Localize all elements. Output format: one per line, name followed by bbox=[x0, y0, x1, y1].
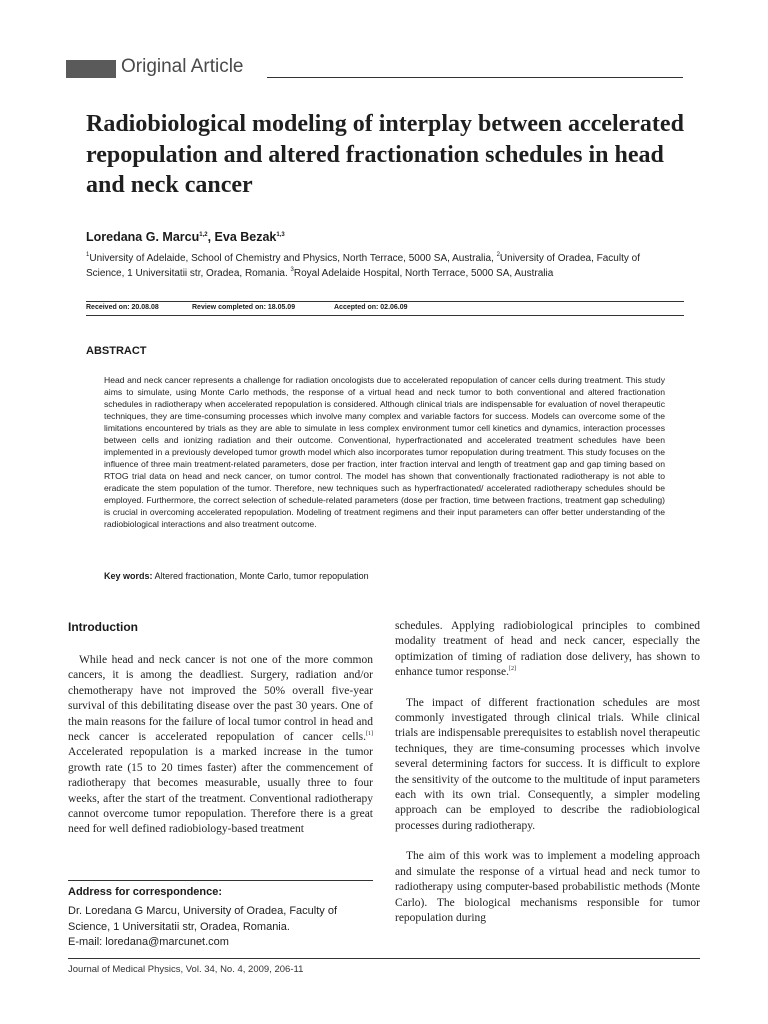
correspondence-line: Science, 1 Universitatii str, Oradea, Romania. bbox=[68, 920, 290, 933]
journal-citation: Journal of Medical Physics, Vol. 34, No. 4, 2009, 206-11 bbox=[68, 964, 304, 975]
correspondence-line: Dr. Loredana G Marcu, University of Oradea, Faculty of bbox=[68, 905, 338, 917]
affiliation-text: Royal Adelaide Hospital, North Terrace, 5000 SA, Australia bbox=[293, 267, 554, 279]
body-paragraph: The impact of different fractionation schedules are most commonly investigated through clinical trials. While clinical trials are indispensable prerequisites to establish novel therapeutic techniques, they are time-consuming processes which involve several determining factors for success. It is difficult to explore the sensitivity of the outcome to the multitude of input parameters each with its own trial. Consequently, a simpler modeling approach can be employed to describe the radiobiological processes during radiotherapy. bbox=[395, 696, 700, 832]
affiliation-sup: 1 bbox=[86, 252, 90, 258]
author-name: Eva Bezak bbox=[214, 230, 277, 244]
section-bar bbox=[66, 60, 116, 78]
left-column bbox=[68, 653, 373, 838]
correspondence-email[interactable]: E-mail: loredana@marcunet.com bbox=[68, 936, 229, 948]
affiliation-text: University of Adelaide, School of Chemistry and Physics, North Terrace, 5000 SA, Australia, bbox=[89, 253, 497, 264]
paragraph-text: While head and neck cancer is not one of the more common cancers, it is among the deadliest. Surgery, radiation and/or chemotherapy have not improved the 50% overall five-year survival of this debilitating disease over the past 30 years. One of the main reasons for the failure of local tumor control in head and neck cancer is accelerated repopulation of cancer cells. bbox=[68, 654, 373, 744]
keywords-list: Altered fractionation, Monte Carlo, tumor repopulation bbox=[152, 571, 369, 581]
dates-rule-top bbox=[86, 301, 684, 302]
body-paragraph bbox=[395, 619, 700, 681]
author-list: Loredana G. Marcu$^{1,2}$, Eva Bezak$^{1,3}$ bbox=[86, 230, 285, 244]
author-affiliation-sup: 1,2 bbox=[199, 232, 208, 238]
accepted-date: Accepted on: 02.06.09 bbox=[334, 304, 408, 311]
section-label: Original Article bbox=[121, 56, 244, 77]
received-date: Received on: 20.08.08 bbox=[86, 304, 159, 311]
citation-ref[interactable]: [2] bbox=[509, 666, 517, 673]
body-paragraph: The aim of this work was to implement a modeling approach and simulate the response of a virtual head and neck tumor to radiotherapy using computer-based probabilistic methods (Monte Carlo). The biological mechanisms responsible for tumor repopulation during bbox=[395, 850, 700, 924]
abstract-text: Head and neck cancer represents a challenge for radiation oncologists due to accelerated repopulation of cancer cells during treatment. This study aims to simulate, using Monte Carlo methods, the response of a virtual head and neck tumor to both conventional and altered fractionation schedules in radiotherapy when accelerated repopulation is considered. Although clinical trials are indispensable for evaluation of novel therapeutic techniques, they are time-consuming processes which involve many complex and variable factors for success. Models can overcome some of the limitations encountered by trials as they are able to simulate in less complex environment tumor cell kinetics and dynamics, interaction processes between cells and ionizing radiation and their outcome. Conventional, hyperfractionated and accelerated treatment schedules have been implemented in a previously developed tumor growth model which also incorporates tumor repopulation during treatment. This study focuses on the influence of three main treatment-related parameters, dose per fraction, inter fraction interval and length of treatment gap and gap timing based on RTOG trial data on head and neck cancer, on tumor control. The model has shown that conventionally fractionated radiotherapy is not able to eradicate the stem population of the tumor. Therefore, new techniques such as hyperfractionated/ accelerated radiotherapy schedules should be employed. Furthermore, the correct selection of schedule-related parameters (dose per fraction, time between fractions, treatment gap scheduling) is crucial in overcoming accelerated repopulation. Modeling of treatment regimens and their input parameters can offer better understanding of the radiobiological interactions and also treatment outcome. bbox=[104, 375, 665, 529]
correspondence-heading: Address for correspondence: bbox=[68, 886, 223, 898]
review-date: Review completed on: 18.05.09 bbox=[192, 304, 296, 311]
citation-ref[interactable]: [1] bbox=[366, 731, 373, 738]
keywords-label: Key words: bbox=[104, 571, 153, 581]
author-name: Loredana G. Marcu bbox=[86, 230, 200, 244]
paragraph-text: schedules. Applying radiobiological principles to combined modality treatment of head and neck cancer, especially the optimization of timing of radiation dose delivery, has shown to enhance tumor response. bbox=[395, 620, 700, 679]
section-heading-introduction: Introduction bbox=[68, 620, 138, 634]
footer-rule bbox=[68, 958, 700, 959]
affiliation-sup: 3 bbox=[290, 266, 294, 273]
body-paragraph bbox=[68, 653, 373, 838]
right-column bbox=[395, 619, 700, 941]
dates-rule-bottom bbox=[86, 315, 684, 316]
affiliations bbox=[86, 252, 676, 281]
paragraph-text: Accelerated repopulation is a marked increase in the tumor growth rate (15 to 20 times faster) after the commencement of radiotherapy that becomes measurable, usually three to four weeks, after the start of the treatment. Conventional radiotherapy cannot overcome tumor repopulation. Therefore there is a great need for well defined radiobiology-based treatment bbox=[68, 746, 373, 836]
article-title: Radiobiological modeling of interplay between accelerated repopulation and altered fractionation schedules in head and neck cancer bbox=[86, 111, 684, 198]
keywords bbox=[104, 571, 369, 581]
affiliation-text: University of Oradea, Faculty of Science, 1 Universitatii str, Oradea, Romania. bbox=[86, 253, 640, 279]
section-rule bbox=[267, 77, 683, 78]
affiliation-sup: 2 bbox=[496, 252, 500, 258]
abstract-heading: ABSTRACT bbox=[86, 345, 147, 357]
correspondence-rule bbox=[68, 880, 373, 881]
author-affiliation-sup: 1,3 bbox=[276, 232, 285, 238]
correspondence-address bbox=[68, 904, 373, 951]
